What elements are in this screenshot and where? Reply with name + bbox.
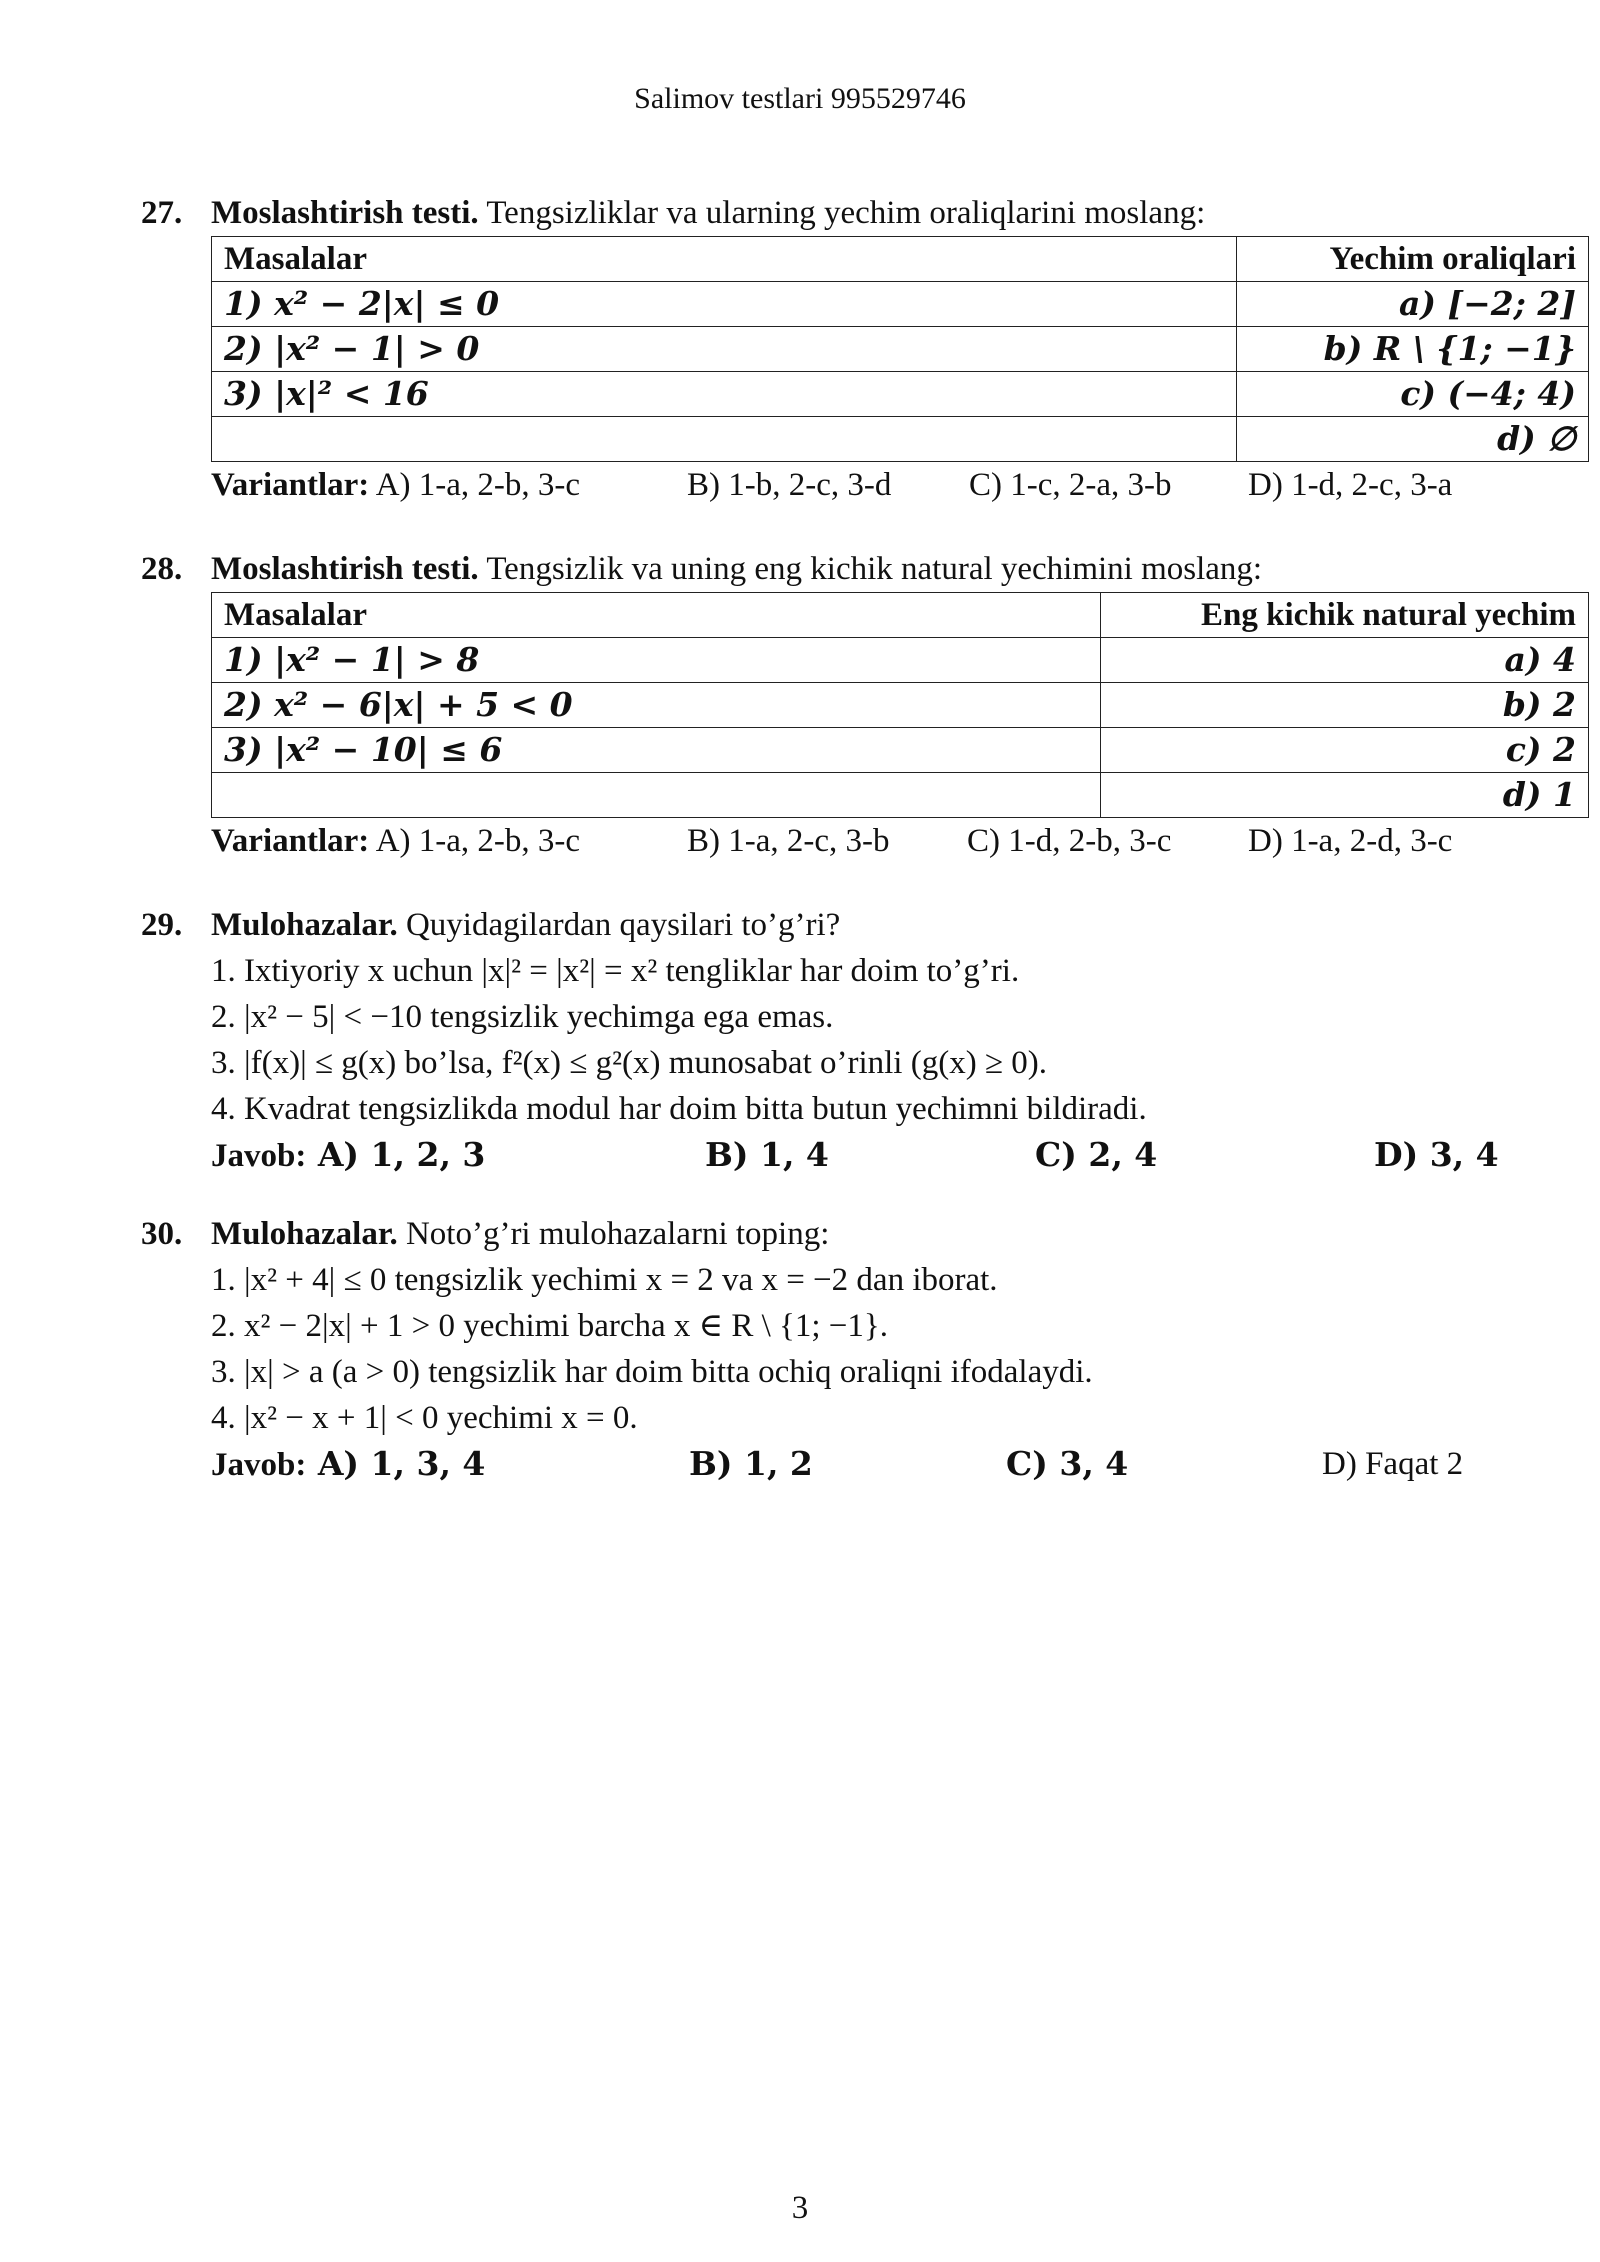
table-cell-problem xyxy=(212,417,1237,462)
statement: 3. |x| > a (a > 0) tengsizlik har doim bitta ochiq oraliqni ifodalaydi. xyxy=(211,1354,1093,1390)
column-header-answers: Eng kichik natural yechim xyxy=(1101,593,1589,638)
problem-prompt: Noto’g’ri mulohazalarni toping: xyxy=(397,1216,830,1252)
option-c: C) 1-c, 2-a, 3-b xyxy=(969,467,1172,503)
table-cell-problem: 2) |x² − 1| > 0 xyxy=(212,327,1237,372)
problem-prompt: Tengsizliklar va ularning yechim oraliqlarini moslang: xyxy=(478,195,1206,231)
table-cell-answer: a) [−2; 2] xyxy=(1237,282,1589,327)
answer-d: D) Faqat 2 xyxy=(1322,1446,1464,1482)
table-row xyxy=(212,683,1589,728)
problem-title xyxy=(141,546,1591,592)
problem-kind: Mulohazalar. xyxy=(211,1216,398,1252)
table-cell-problem: 2) x² − 6|x| + 5 < 0 xyxy=(212,683,1101,728)
answers-row xyxy=(211,1132,1591,1178)
table-row xyxy=(212,638,1589,683)
options-label: Variantlar: xyxy=(211,823,370,859)
statement: 1. |x² + 4| ≤ 0 tengsizlik yechimi x = 2 va x = −2 dan iborat. xyxy=(211,1262,998,1298)
problem-number: 28. xyxy=(141,551,183,587)
statement: 2. |x² − 5| < −10 tengsizlik yechimga ega emas. xyxy=(211,999,834,1035)
answer-b: B) 1, 2 xyxy=(689,1444,813,1483)
problem-title xyxy=(141,1211,1591,1257)
answer-d: D) 3, 4 xyxy=(1374,1135,1499,1174)
table-header-row xyxy=(212,237,1589,282)
column-header-problems: Masalalar xyxy=(212,593,1101,638)
matching-table xyxy=(211,236,1589,462)
table-row xyxy=(212,327,1589,372)
problem-title xyxy=(141,190,1591,236)
option-a: A) 1-a, 2-b, 3-c xyxy=(369,467,581,503)
table-row xyxy=(212,372,1589,417)
problem-body xyxy=(211,592,1591,864)
problem-29 xyxy=(141,902,1591,1178)
problem-30 xyxy=(141,1211,1591,1487)
option-c: C) 1-d, 2-b, 3-c xyxy=(967,823,1172,859)
problem-body xyxy=(211,1257,1591,1487)
column-header-answers: Yechim oraliqlari xyxy=(1237,237,1589,282)
problem-kind: Mulohazalar. xyxy=(211,907,398,943)
statement: 4. |x² − x + 1| < 0 yechimi x = 0. xyxy=(211,1400,638,1436)
statement: 2. x² − 2|x| + 1 > 0 yechimi barcha x ∈ R \ {1; −1}. xyxy=(211,1308,888,1344)
options-label: Variantlar: xyxy=(211,467,370,503)
problem-28 xyxy=(141,546,1591,864)
table-header-row xyxy=(212,593,1589,638)
statement: 4. Kvadrat tengsizlikda modul har doim bitta butun yechimni bildiradi. xyxy=(211,1091,1147,1127)
table-cell-problem: 1) |x² − 1| > 8 xyxy=(212,638,1101,683)
problem-27 xyxy=(141,190,1591,508)
problem-number: 30. xyxy=(141,1216,183,1252)
matching-table xyxy=(211,592,1589,818)
column-header-problems: Masalalar xyxy=(212,237,1237,282)
table-cell-answer: a) 4 xyxy=(1101,638,1589,683)
table-cell-problem: 1) x² − 2|x| ≤ 0 xyxy=(212,282,1237,327)
table-cell-answer: c) (−4; 4) xyxy=(1237,372,1589,417)
statement: 3. |f(x)| ≤ g(x) bo’lsa, f²(x) ≤ g²(x) munosabat o’rinli (g(x) ≥ 0). xyxy=(211,1045,1048,1081)
options-row xyxy=(211,462,1591,508)
answer-label: Javob: xyxy=(211,1138,307,1174)
problem-title xyxy=(141,902,1591,948)
option-a: A) 1-a, 2-b, 3-c xyxy=(369,823,581,859)
problem-prompt: Tengsizlik va uning eng kichik natural yechimini moslang: xyxy=(478,551,1263,587)
page-number: 3 xyxy=(791,2190,809,2226)
page-header: Salimov testlari 995529746 xyxy=(634,82,966,115)
statement: 1. Ixtiyoriy x uchun |x|² = |x²| = x² tengliklar har doim to’g’ri. xyxy=(211,953,1020,989)
option-b: B) 1-a, 2-c, 3-b xyxy=(687,823,890,859)
answer-b: B) 1, 4 xyxy=(705,1135,829,1174)
table-row xyxy=(212,417,1589,462)
table-cell-answer: d) ∅ xyxy=(1237,417,1589,462)
table-cell-answer: b) 2 xyxy=(1101,683,1589,728)
answer-a: A) 1, 2, 3 xyxy=(306,1135,486,1174)
table-row xyxy=(212,728,1589,773)
answer-label: Javob: xyxy=(211,1447,307,1483)
table-cell-problem: 3) |x² − 10| ≤ 6 xyxy=(212,728,1101,773)
problem-number: 29. xyxy=(141,907,183,943)
table-cell-answer: c) 2 xyxy=(1101,728,1589,773)
options-row xyxy=(211,818,1591,864)
table-row xyxy=(212,773,1589,818)
answer-c: C) 3, 4 xyxy=(1006,1444,1129,1483)
problem-number: 27. xyxy=(141,195,183,231)
problem-kind: Moslashtirish testi. xyxy=(211,195,479,231)
table-cell-answer: d) 1 xyxy=(1101,773,1589,818)
table-cell-problem xyxy=(212,773,1101,818)
table-cell-answer: b) R \ {1; −1} xyxy=(1237,327,1589,372)
answer-a: A) 1, 3, 4 xyxy=(306,1444,486,1483)
table-cell-problem: 3) |x|² < 16 xyxy=(212,372,1237,417)
table-row xyxy=(212,282,1589,327)
answers-row xyxy=(211,1441,1591,1487)
answer-c: C) 2, 4 xyxy=(1035,1135,1158,1174)
option-d: D) 1-d, 2-c, 3-a xyxy=(1248,467,1453,503)
problem-prompt: Quyidagilardan qaysilari to’g’ri? xyxy=(397,907,841,943)
problem-body xyxy=(211,236,1591,508)
option-d: D) 1-a, 2-d, 3-c xyxy=(1248,823,1453,859)
option-b: B) 1-b, 2-c, 3-d xyxy=(687,467,892,503)
problem-body xyxy=(211,948,1591,1178)
problem-kind: Moslashtirish testi. xyxy=(211,551,479,587)
